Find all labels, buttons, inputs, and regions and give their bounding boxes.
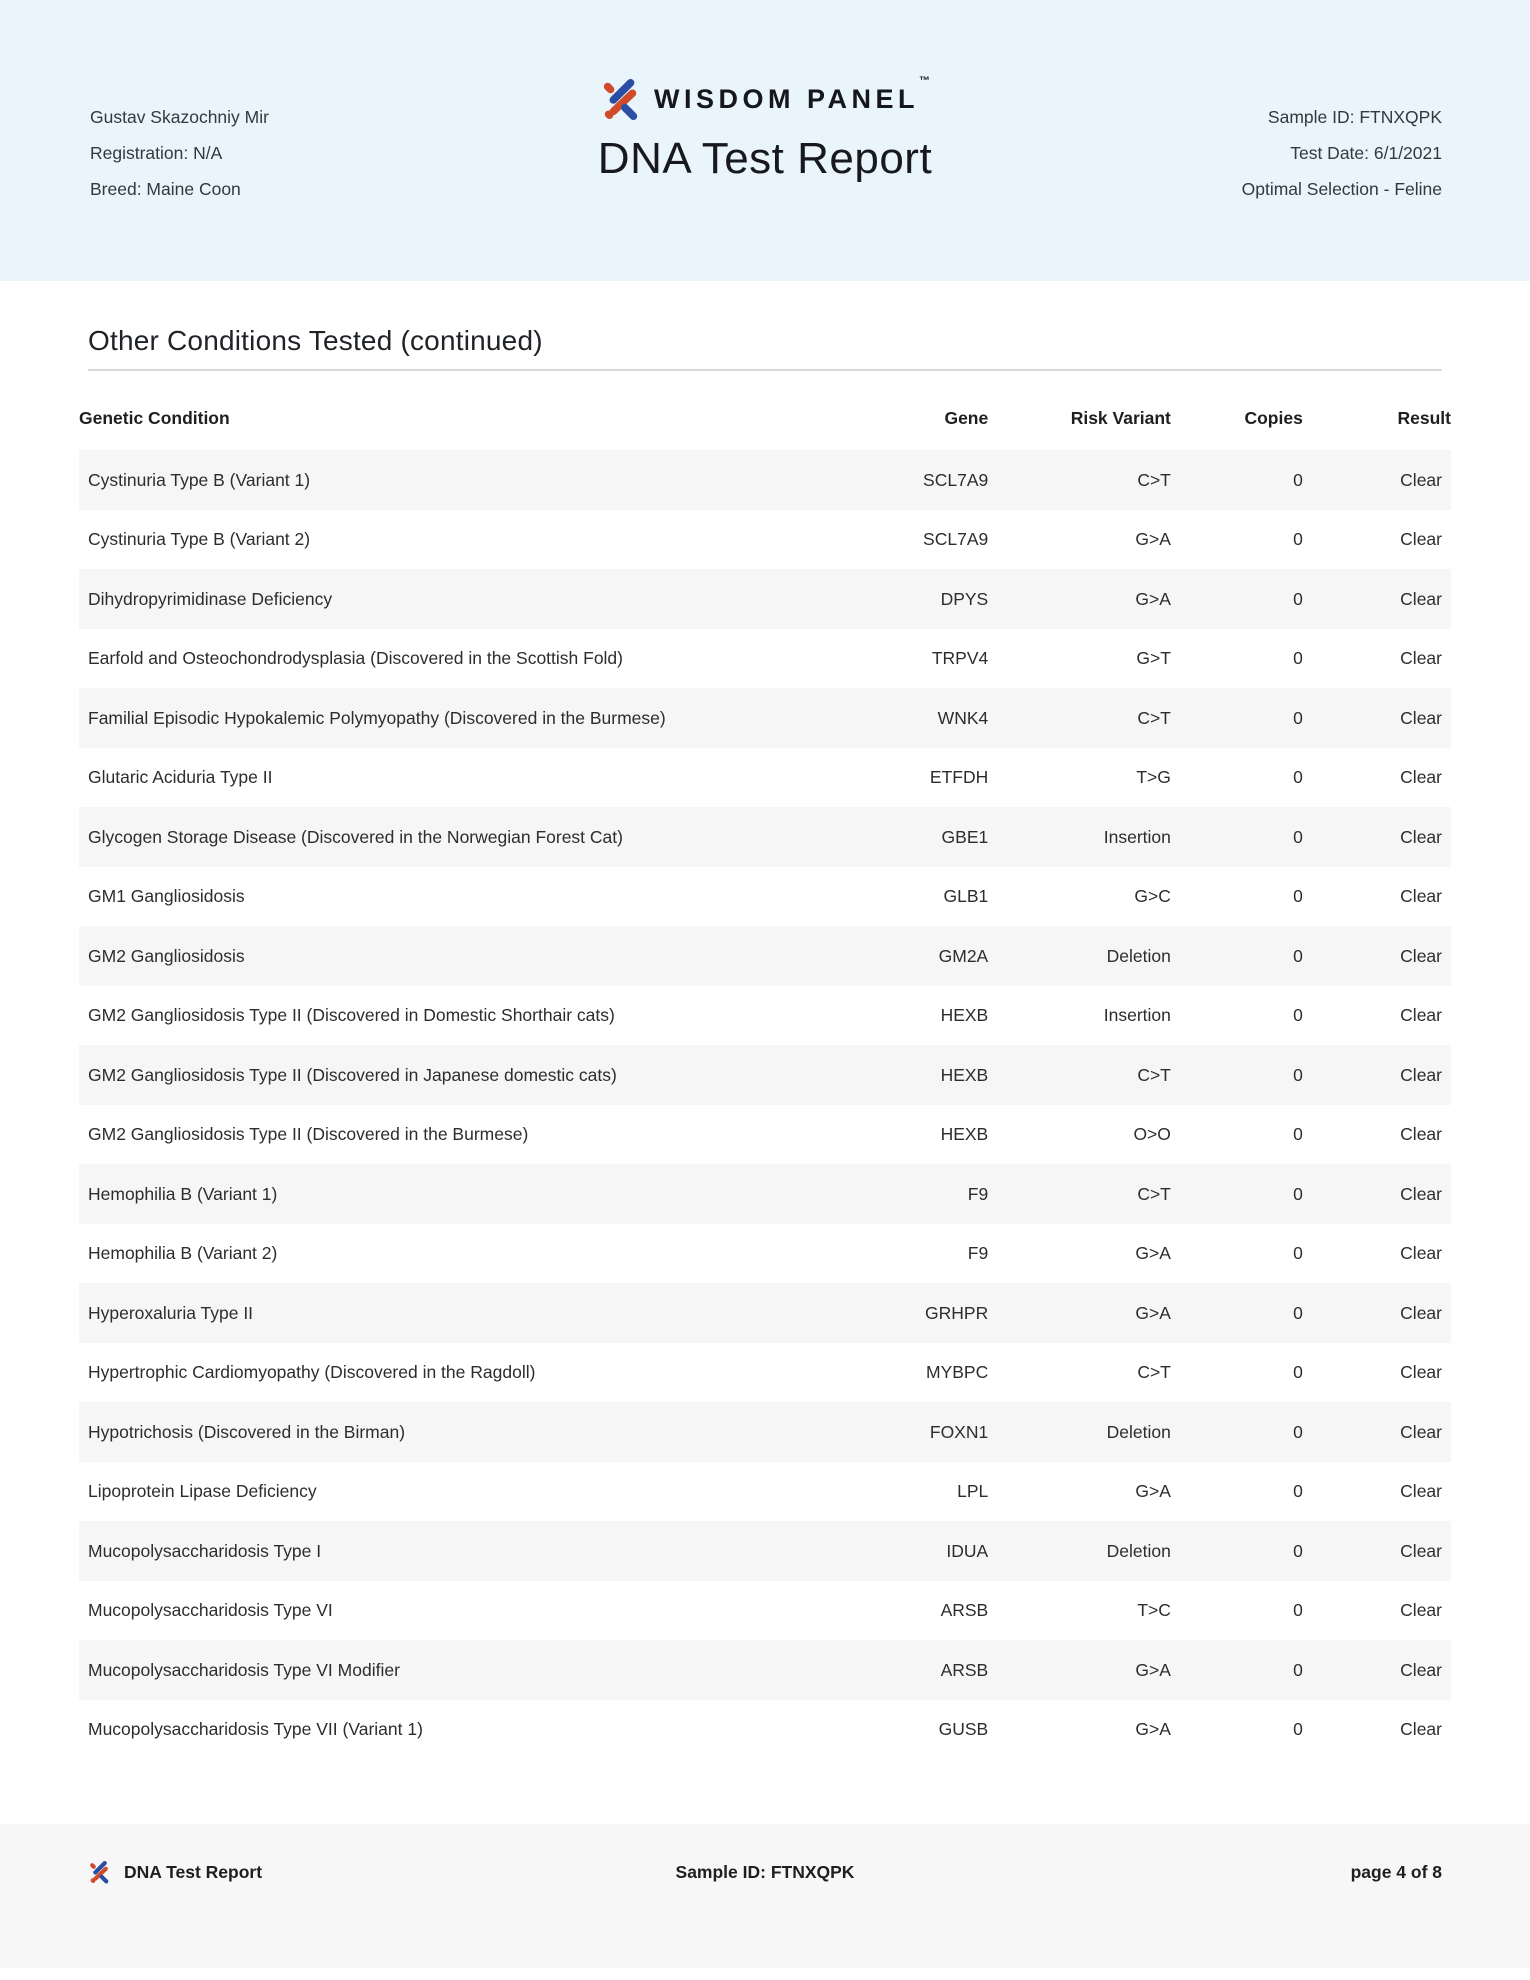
cell-copies: 0 bbox=[1293, 1540, 1303, 1561]
header-band bbox=[0, 0, 1530, 281]
cell-result: Clear bbox=[1400, 1421, 1442, 1442]
brand-name bbox=[654, 74, 930, 115]
cell-risk-variant: C>T bbox=[1137, 1064, 1171, 1085]
cell-result: Clear bbox=[1400, 588, 1442, 609]
cell-condition: Glutaric Aciduria Type II bbox=[88, 767, 273, 788]
cell-gene: F9 bbox=[967, 1243, 989, 1264]
cell-gene: SCL7A9 bbox=[923, 529, 989, 550]
cell-risk-variant: T>C bbox=[1137, 1600, 1171, 1621]
cell-condition: Cystinuria Type B (Variant 2) bbox=[88, 529, 311, 550]
cell-condition: Hemophilia B (Variant 1) bbox=[88, 1183, 278, 1204]
cell-result: Clear bbox=[1400, 1540, 1442, 1561]
cell-risk-variant: C>T bbox=[1137, 1183, 1171, 1204]
cell-copies: 0 bbox=[1293, 588, 1303, 609]
report-body bbox=[0, 281, 1530, 1759]
cell-result: Clear bbox=[1400, 1600, 1442, 1621]
table-row bbox=[79, 1640, 1451, 1700]
cell-risk-variant: G>A bbox=[1135, 1719, 1171, 1740]
table-row bbox=[79, 629, 1451, 689]
cell-gene: HEXB bbox=[940, 1124, 989, 1145]
cell-gene: IDUA bbox=[946, 1540, 989, 1561]
table-header bbox=[79, 371, 1451, 450]
cell-result: Clear bbox=[1400, 1302, 1442, 1323]
cell-condition: GM2 Gangliosidosis Type II (Discovered in Domestic Shorthair cats) bbox=[88, 1005, 615, 1026]
col-gene: Gene bbox=[944, 408, 989, 428]
cell-condition: GM1 Gangliosidosis bbox=[88, 886, 245, 907]
cell-gene: HEXB bbox=[940, 1005, 989, 1026]
cell-gene: ETFDH bbox=[929, 767, 989, 788]
cell-risk-variant: Deletion bbox=[1106, 945, 1171, 966]
cell-risk-variant: O>O bbox=[1133, 1124, 1171, 1145]
sample-info bbox=[1242, 99, 1442, 207]
cell-risk-variant: G>A bbox=[1135, 1481, 1171, 1502]
cell-condition: GM2 Gangliosidosis Type II (Discovered in Japanese domestic cats) bbox=[88, 1064, 617, 1085]
trademark-symbol: ™ bbox=[919, 74, 930, 87]
cell-condition: Mucopolysaccharidosis Type I bbox=[88, 1540, 322, 1561]
cell-risk-variant: Insertion bbox=[1103, 826, 1171, 847]
cell-risk-variant: Insertion bbox=[1103, 1005, 1171, 1026]
cell-risk-variant: C>T bbox=[1137, 469, 1171, 490]
cell-copies: 0 bbox=[1293, 1243, 1303, 1264]
footer-band bbox=[0, 1824, 1530, 1968]
cell-copies: 0 bbox=[1293, 1064, 1303, 1085]
cell-gene: GRHPR bbox=[925, 1302, 989, 1323]
cell-copies: 0 bbox=[1293, 1659, 1303, 1680]
col-copies: Copies bbox=[1244, 408, 1303, 428]
cell-result: Clear bbox=[1400, 826, 1442, 847]
cell-condition: Dihydropyrimidinase Deficiency bbox=[88, 588, 333, 609]
cell-copies: 0 bbox=[1293, 1124, 1303, 1145]
cell-gene: TRPV4 bbox=[931, 648, 989, 669]
pet-name: Gustav Skazochniy Mir bbox=[90, 107, 269, 127]
col-result: Result bbox=[1397, 408, 1451, 428]
table-row bbox=[79, 1462, 1451, 1522]
footer-inner bbox=[0, 1856, 1530, 1888]
table-row bbox=[79, 807, 1451, 867]
cell-gene: GUSB bbox=[938, 1719, 989, 1740]
pet-breed: Breed: Maine Coon bbox=[90, 179, 241, 199]
table-row bbox=[79, 867, 1451, 927]
cell-result: Clear bbox=[1400, 1124, 1442, 1145]
cell-risk-variant: G>A bbox=[1135, 1659, 1171, 1680]
footer-left bbox=[88, 1858, 262, 1886]
report-title: DNA Test Report bbox=[597, 134, 933, 183]
wisdom-panel-logo-icon bbox=[600, 78, 642, 120]
cell-gene: DPYS bbox=[940, 588, 989, 609]
cell-copies: 0 bbox=[1293, 1719, 1303, 1740]
table-row bbox=[79, 1105, 1451, 1165]
cell-result: Clear bbox=[1400, 529, 1442, 550]
cell-condition: Hypotrichosis (Discovered in the Birman) bbox=[88, 1421, 406, 1442]
cell-result: Clear bbox=[1400, 648, 1442, 669]
table-row bbox=[79, 1224, 1451, 1284]
cell-risk-variant: G>A bbox=[1135, 1302, 1171, 1323]
cell-gene: WNK4 bbox=[937, 707, 989, 728]
cell-copies: 0 bbox=[1293, 469, 1303, 490]
table-row bbox=[79, 1283, 1451, 1343]
cell-risk-variant: G>A bbox=[1135, 529, 1171, 550]
cell-copies: 0 bbox=[1293, 767, 1303, 788]
cell-copies: 0 bbox=[1293, 1600, 1303, 1621]
cell-copies: 0 bbox=[1293, 1302, 1303, 1323]
cell-condition: GM2 Gangliosidosis bbox=[88, 945, 245, 966]
cell-result: Clear bbox=[1400, 1183, 1442, 1204]
cell-gene: ARSB bbox=[940, 1600, 989, 1621]
table-row bbox=[79, 450, 1451, 510]
table-row bbox=[79, 1700, 1451, 1760]
col-genetic-condition: Genetic Condition bbox=[79, 408, 230, 428]
cell-result: Clear bbox=[1400, 886, 1442, 907]
cell-result: Clear bbox=[1400, 1064, 1442, 1085]
footer-logo-icon bbox=[88, 1858, 111, 1886]
cell-copies: 0 bbox=[1293, 826, 1303, 847]
cell-copies: 0 bbox=[1293, 945, 1303, 966]
table-row bbox=[79, 688, 1451, 748]
test-date: Test Date: 6/1/2021 bbox=[1290, 143, 1442, 163]
cell-copies: 0 bbox=[1293, 886, 1303, 907]
cell-result: Clear bbox=[1400, 1005, 1442, 1026]
cell-risk-variant: Deletion bbox=[1106, 1540, 1171, 1561]
cell-result: Clear bbox=[1400, 1362, 1442, 1383]
brand-wordmark: WISDOM PANEL bbox=[654, 83, 919, 114]
cell-copies: 0 bbox=[1293, 648, 1303, 669]
cell-condition: Glycogen Storage Disease (Discovered in the Norwegian Forest Cat) bbox=[88, 826, 623, 847]
page-indicator: page 4 of 8 bbox=[1350, 1861, 1442, 1882]
cell-result: Clear bbox=[1400, 945, 1442, 966]
cell-gene: GLB1 bbox=[943, 886, 989, 907]
cell-condition: Lipoprotein Lipase Deficiency bbox=[88, 1481, 317, 1502]
cell-gene: LPL bbox=[957, 1481, 989, 1502]
cell-condition: Earfold and Osteochondrodysplasia (Discovered in the Scottish Fold) bbox=[88, 648, 623, 669]
cell-risk-variant: C>T bbox=[1137, 1362, 1171, 1383]
cell-gene: F9 bbox=[967, 1183, 989, 1204]
cell-risk-variant: T>G bbox=[1136, 767, 1171, 788]
table-row bbox=[79, 1521, 1451, 1581]
cell-copies: 0 bbox=[1293, 1481, 1303, 1502]
cell-condition: Hemophilia B (Variant 2) bbox=[88, 1243, 278, 1264]
cell-risk-variant: G>T bbox=[1136, 648, 1171, 669]
table-header-row bbox=[79, 371, 1451, 450]
table-row bbox=[79, 748, 1451, 808]
sample-id: Sample ID: FTNXQPK bbox=[1267, 107, 1442, 127]
cell-risk-variant: G>A bbox=[1135, 588, 1171, 609]
footer-title: DNA Test Report bbox=[124, 1861, 263, 1882]
cell-condition: Mucopolysaccharidosis Type VII (Variant 1) bbox=[88, 1719, 423, 1740]
cell-risk-variant: G>A bbox=[1135, 1243, 1171, 1264]
conditions-table bbox=[79, 371, 1451, 1759]
cell-copies: 0 bbox=[1293, 1362, 1303, 1383]
table-row bbox=[79, 1402, 1451, 1462]
cell-result: Clear bbox=[1400, 1243, 1442, 1264]
cell-result: Clear bbox=[1400, 707, 1442, 728]
cell-copies: 0 bbox=[1293, 1183, 1303, 1204]
cell-copies: 0 bbox=[1293, 529, 1303, 550]
cell-gene: GM2A bbox=[938, 945, 989, 966]
cell-copies: 0 bbox=[1293, 707, 1303, 728]
table-row bbox=[79, 1581, 1451, 1641]
cell-gene: HEXB bbox=[940, 1064, 989, 1085]
cell-result: Clear bbox=[1400, 1719, 1442, 1740]
cell-copies: 0 bbox=[1293, 1421, 1303, 1442]
section-title: Other Conditions Tested (continued) bbox=[88, 325, 543, 356]
cell-risk-variant: C>T bbox=[1137, 707, 1171, 728]
product-name: Optimal Selection - Feline bbox=[1241, 179, 1442, 199]
table-body bbox=[79, 450, 1451, 1759]
cell-condition: Mucopolysaccharidosis Type VI bbox=[88, 1600, 333, 1621]
table-row bbox=[79, 986, 1451, 1046]
cell-copies: 0 bbox=[1293, 1005, 1303, 1026]
table-row bbox=[79, 510, 1451, 570]
cell-condition: Hypertrophic Cardiomyopathy (Discovered in the Ragdoll) bbox=[88, 1362, 536, 1383]
cell-condition: GM2 Gangliosidosis Type II (Discovered in the Burmese) bbox=[88, 1124, 529, 1145]
cell-gene: GBE1 bbox=[941, 826, 989, 847]
cell-condition: Cystinuria Type B (Variant 1) bbox=[88, 469, 311, 490]
footer-sample-id: Sample ID: FTNXQPK bbox=[675, 1861, 855, 1882]
table-row bbox=[79, 1343, 1451, 1403]
cell-result: Clear bbox=[1400, 1481, 1442, 1502]
cell-risk-variant: G>C bbox=[1134, 886, 1171, 907]
cell-gene: MYBPC bbox=[926, 1362, 989, 1383]
cell-result: Clear bbox=[1400, 469, 1442, 490]
table-row bbox=[79, 1164, 1451, 1224]
pet-registration: Registration: N/A bbox=[90, 143, 223, 163]
col-risk-variant: Risk Variant bbox=[1070, 408, 1171, 428]
cell-condition: Familial Episodic Hypokalemic Polymyopathy (Discovered in the Burmese) bbox=[88, 707, 666, 728]
cell-gene: ARSB bbox=[940, 1659, 989, 1680]
cell-gene: FOXN1 bbox=[929, 1421, 989, 1442]
cell-result: Clear bbox=[1400, 767, 1442, 788]
cell-result: Clear bbox=[1400, 1659, 1442, 1680]
cell-condition: Hyperoxaluria Type II bbox=[88, 1302, 254, 1323]
cell-condition: Mucopolysaccharidosis Type VI Modifier bbox=[88, 1659, 400, 1680]
cell-risk-variant: Deletion bbox=[1106, 1421, 1171, 1442]
table-row bbox=[79, 926, 1451, 986]
table-row bbox=[79, 569, 1451, 629]
table-row bbox=[79, 1045, 1451, 1105]
cell-gene: SCL7A9 bbox=[923, 469, 989, 490]
